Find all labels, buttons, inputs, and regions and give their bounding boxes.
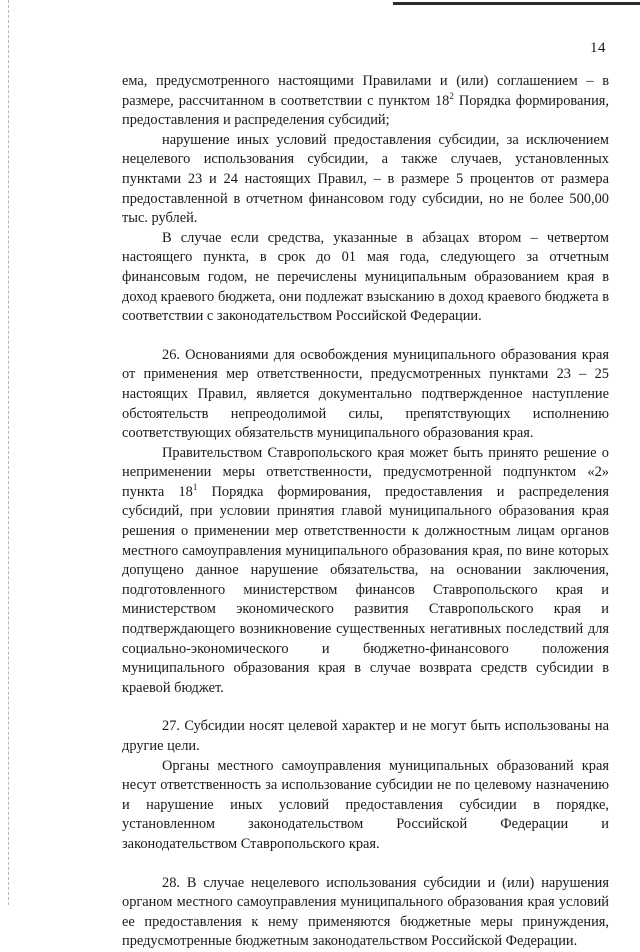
superscript: 2 — [449, 90, 454, 101]
superscript: 1 — [192, 482, 198, 493]
scan-top-bar — [393, 2, 640, 5]
paragraph-penalty-size — [122, 72, 609, 131]
paragraph-recovery: В случае если средства, указанные в абзацах втором – четвертом настоящего пункта, в срок до 01 мая года, следующего за отчетным финансовым годом, не перечислены муниципальным образованием края в доход краевого бюджета, они подлежат взысканию в доход краевого бюджета в соответствии с законодательством Российской Федерации. — [122, 229, 609, 325]
paragraph-government-decision — [122, 444, 609, 699]
paragraph-text: Правительством Ставропольского края может быть принято решение о неприменении меры ответственности, предусмотренной подпунктом «2» пункта 18 — [122, 444, 609, 500]
page-number: 14 — [590, 40, 606, 56]
paragraph-text: Порядка формирования, предоставления и распределения субсидий, при условии принятия главой муниципального образования края решения о применении мер ответственности к должностным лицам органов местного самоуправления муниципального образования края, по вине которых допущено данное нарушение обязательства, на основании заключения, подготовленного министерством финансов Ставропольского края и министерством экономического развития Ставропольского края и подтверждающего возникновение существенных негативных последствий для социально-экономического и бюджетно-финансового положения муниципального образования края в случае возврата средств субсидии в краевой бюджет. — [122, 483, 609, 696]
paragraph-26: 26. Основаниями для освобождения муниципального образования края от применения мер ответственности, предусмотренных пунктами 23 – 25 настоящих Правил, является документально подтвержденное наступление обстоятельств непреодолимой силы, препятствующих исполнению соответствующих обязательств муниципального образования края. — [122, 346, 609, 442]
document-body — [122, 72, 609, 952]
paragraph-text: Порядка формирования, предоставления и распределения субсидий; — [122, 92, 610, 129]
paragraph-27: 27. Субсидии носят целевой характер и не могут быть использованы на другие цели. — [122, 718, 609, 754]
paragraph-28: 28. В случае нецелевого использования субсидии и (или) нарушения органом местного самоуправления муниципального образования края условий ее предоставления к нему применяются бюджетные меры принуждения, предусмотренные бюджетным законодательством Российской Федерации. — [122, 874, 609, 950]
scan-edge-line — [8, 0, 9, 905]
paragraph-other-violations: нарушение иных условий предоставления субсидии, за исключением нецелевого использования субсидии, а также случаев, установленных пунктами 23 и 24 настоящих Правил, – в размере 5 процентов от размера предоставленной в отчетном финансовом году субсидии, но не более 500,00 тыс. рублей. — [122, 131, 609, 227]
paragraph-responsibility: Органы местного самоуправления муниципальных образований края несут ответственность за использование субсидии не по целевому назначению и нарушение иных условий предоставления субсидии в порядке, установленном законодательством Российской Федерации и законодательством Ставропольского края. — [122, 757, 609, 852]
paragraph-text: ема, предусмотренного настоящими Правилами и (или) соглашением – в размере, рассчитанном в соответствии с пунктом 18 — [122, 73, 609, 109]
